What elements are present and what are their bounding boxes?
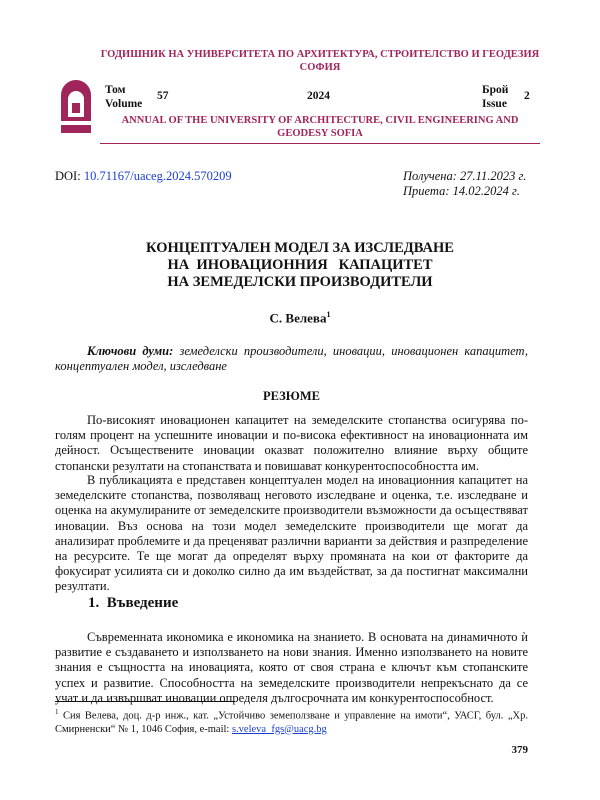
keywords [55, 344, 528, 374]
footnote-text: Сия Велева, доц. д-р инж., кат. „Устойчиво земеползване и управление на имоти“, УАСГ, бул. „Хр. Смирненски“ № 1, 1046 София, e-mail: [55, 710, 528, 735]
year: 2024 [307, 90, 330, 102]
article-title [55, 240, 545, 291]
footnote-email-link[interactable]: s.veleva_fgs@uacg.bg [231, 723, 327, 735]
volume-number: 57 [157, 90, 169, 102]
section-title: Въведение [106, 595, 179, 611]
title-line: КОНЦЕПТУАЛЕН МОДЕЛ ЗА ИЗСЛЕДВАНЕ [146, 240, 454, 256]
title-line: НА ЗЕМЕДЕЛСКИ ПРОИЗВОДИТЕЛИ [167, 274, 433, 290]
volume-label-en: Volume [105, 98, 143, 110]
journal-name-en: ANNUAL OF THE UNIVERSITY OF ARCHITECTURE, CIVIL ENGINEERING AND GEODESY SOFIA [121, 115, 519, 139]
title-line: НА ИНОВАЦИОННИЯ КАПАЦИТЕТ [167, 257, 433, 273]
abstract-paragraph-1: По-високият иновационен капацитет на земеделските стопанства осигурява по-голям процент на успешните иновации и по-висока ефективност на иновационната им дейност. Осъществените иновации оказват положително влияние върху общите стопански резултати на стопанствата и повишават конкурентоспособността им. [55, 413, 528, 473]
issue-label-bg: Брой [482, 84, 509, 96]
footnote-mark: 1 [55, 708, 59, 716]
header-divider [100, 143, 540, 144]
section-heading [88, 595, 178, 612]
doi-link[interactable]: 10.71167/uaceg.2024.570209 [83, 169, 232, 183]
author-name: С. Велева [269, 310, 327, 326]
intro-paragraph: Съвременната икономика е икономика на знанието. В основата на динамичното ѝ развитие е създаването и използването на нови знания. Именно използването на новите знания е същността на иновацията, която от своя страна е ключът към стопанските успех и развитие. Способността на земеделските производители непрекъснато да се учат и да извършват иновации определя дългосрочната им конкурентоспособност. [55, 630, 528, 705]
issue-number: 2 [524, 90, 530, 102]
author-footnote-mark: 1 [326, 310, 331, 319]
university-logo-icon [58, 75, 94, 137]
page-number: 379 [511, 744, 528, 756]
volume-issue-row [105, 83, 535, 113]
abstract-heading: РЕЗЮМЕ [263, 389, 320, 403]
doi-label: DOI: [55, 169, 81, 183]
author [55, 310, 545, 326]
volume-label-bg: Том [105, 84, 126, 96]
footnote [55, 706, 528, 736]
abstract-paragraph-2: В публикацията е представен концептуален модел на иновационния капацитет на земеделските стопанства, позволяващ неговото изследване и оценка, т.е. изследване и оценка на акумулираните от земеделските производители възможности да осъществяват иновации. Въз основа на този модел земеделските производители ще могат да анализират проблемите и да преценяват различни варианти за действия и разпределение на ресурсите. Те ще могат да определят върху промяната на кои от факторите да фокусират усилията си и доколко силно да им въздействат, за да постигнат максимални резултати. [55, 473, 528, 594]
keywords-label: Ключови думи: [87, 344, 174, 358]
doi-line [55, 169, 232, 184]
accepted-date: Приета: 14.02.2024 г. [403, 184, 520, 198]
journal-name-bg: ГОДИШНИК НА УНИВЕРСИТЕТА ПО АРХИТЕКТУРА, СТРОИТЕЛСТВО И ГЕОДЕЗИЯ СОФИЯ [100, 49, 540, 73]
keywords-text: земеделски производители, иновации, иновационен капацитет, концептуален модел, изследване [55, 344, 528, 373]
issue-label-en: Issue [482, 98, 507, 110]
received-date: Получена: 27.11.2023 г. [403, 169, 527, 183]
article-dates [403, 169, 526, 199]
footnote-divider [55, 701, 235, 702]
section-number: 1. [88, 595, 100, 611]
